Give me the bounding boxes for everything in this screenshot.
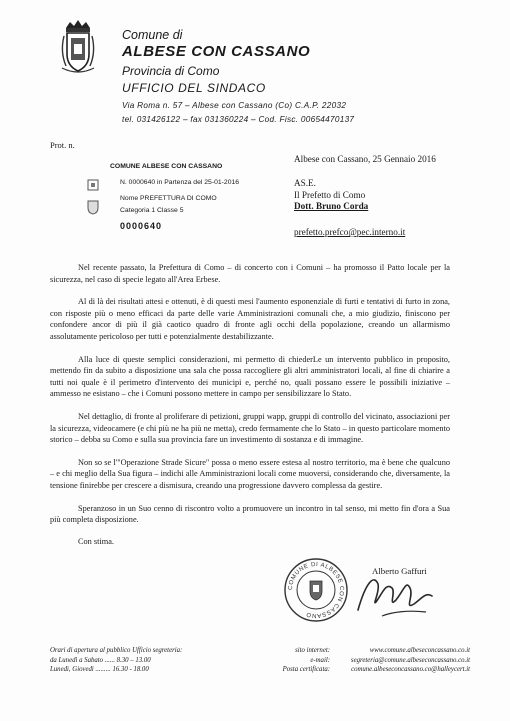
header-provincia: Provincia di Como (122, 64, 220, 78)
footer-site-link[interactable]: www.comune.albeseconcassano.co.it (369, 647, 470, 654)
header-comune-name: ALBESE CON CASSANO (122, 43, 311, 60)
body-paragraph: Al di là dei risultati attesi e ottenuti, è di questi mesi l'aumento esponenziale di furti e tentativi di furto in zona, con risposte più o meno efficaci da parte delle varie Amministrazioni comunali che, a mio giudizio, finiscono per confondere ancor di più il già caotico quadro di fronte agli occhi della popolazione, creando un allarmismo assolutamente pericoloso per tutti e potenzialmente destabilizzante. (50, 297, 450, 341)
footer-label-site: sito internet: (295, 647, 330, 654)
recipient-email-link[interactable]: prefetto.prefco@pec.interno.it (294, 227, 406, 237)
header-ufficio: UFFICIO DEL SINDACO (122, 81, 266, 95)
header-contacts: tel. 031426122 – fax 031360224 – Cod. Fisc. 00654470137 (122, 115, 355, 124)
footer-hours-2: Lunedì, Giovedì ......... 16.30 - 18.00 (50, 666, 149, 674)
recipient-line1: AS.E. (294, 178, 316, 188)
official-seal-icon (283, 557, 349, 623)
registry-stamp-title: COMUNE ALBESE CON CASSANO (110, 163, 223, 170)
footer-label-pec: Posta certificata: (282, 666, 330, 674)
registry-stamp-number: 0000640 (120, 221, 163, 231)
body-paragraph: Nel dettaglio, di fronte al proliferare di petizioni, gruppi wapp, gruppi di controllo del vicinato, associazioni per la sicurezza, videocamere (e chi più ne ha più ne metta), credo fermamente che lo Stato – in questo particolare momento storico – debba su Como e sulla sua provincia fare un investimento di sostanza e di immagine. (50, 411, 450, 445)
footer-hours-title: Orari di apertura al pubblico Ufficio segreteria: (50, 647, 183, 654)
municipal-crest-icon (58, 18, 98, 74)
body-paragraph: Non so se l'"Operazione Strade Sicure" possa o meno essere estesa al nostro territorio, ma è bene che qualcuno – e chi meglio della Sua figura – indichi alle Amministrazioni locali come muoversi, considerando che, diversamente, la tensione finirebbe per crescere a dismisura, creando una progressione davvero complessa da gestire. (50, 457, 450, 490)
signatory-name: Alberto Gaffuri (372, 566, 427, 576)
footer-label-email: e-mail: (310, 656, 330, 664)
seal-text: COMUNE DI ALBESE CON CASSANO (287, 561, 345, 619)
stamp-shield-icon (86, 199, 100, 215)
date-line: Albese con Cassano, 25 Gennaio 2016 (294, 154, 436, 164)
body-paragraph: Nel recente passato, la Prefettura di Como – di concerto con i Comuni – ha promosso il Patto locale per la sicurezza, nel caso di specie legato all'Area Erbese. (50, 263, 450, 284)
registry-stamp-line1: N. 0000640 in Partenza del 25-01-2016 (120, 179, 240, 186)
footer-hours-1: da Lunedì a Sabato ...... 8.30 – 13.00 (50, 656, 151, 664)
handwritten-signature-icon (352, 562, 436, 628)
body-paragraph: Speranzoso in un Suo cenno di riscontro volto a promuovere un incontro in tal senso, mi metto fin d'ora a Sua più completa disposizione. (50, 503, 450, 525)
footer-pec-link[interactable]: comune.albeseconcassano.co@halleycert.it (351, 666, 470, 674)
header-address: Via Roma n. 57 – Albese con Cassano (Co) C.A.P. 22032 (122, 101, 347, 110)
registry-stamp-line2: Nome PREFETTURA DI COMO (120, 195, 217, 202)
recipient-name: Dott. Bruno Corda (294, 201, 369, 211)
registry-stamp-line3: Categoria 1 Classe 5 (120, 207, 184, 214)
footer-email-link[interactable]: segreteria@comune.albeseconcassano.co.it (350, 656, 470, 664)
protocol-label: Prot. n. (50, 140, 75, 150)
closing-line: Con stima. (78, 536, 114, 546)
letter-body (50, 262, 450, 558)
stamp-crest-icon (86, 179, 100, 191)
header-comune-di: Comune di (122, 28, 183, 42)
body-paragraph: Alla luce di queste semplici considerazioni, mi permetto di chiederLe un intervento pubblico in proposito, mettendo fin da subito a disposizione una sala che possa raccogliere gli altri amministratori locali, al fine di chiarire a tutti noi quale è il perimetro d'intervento dei municipi e, perché no, quali possano essere le possibili iniziative – ammesso ne esistano – che i Comuni possono mettere in campo per sensibilizzare lo Stato. (50, 354, 450, 399)
recipient-line2: Il Prefetto di Como (294, 190, 366, 200)
